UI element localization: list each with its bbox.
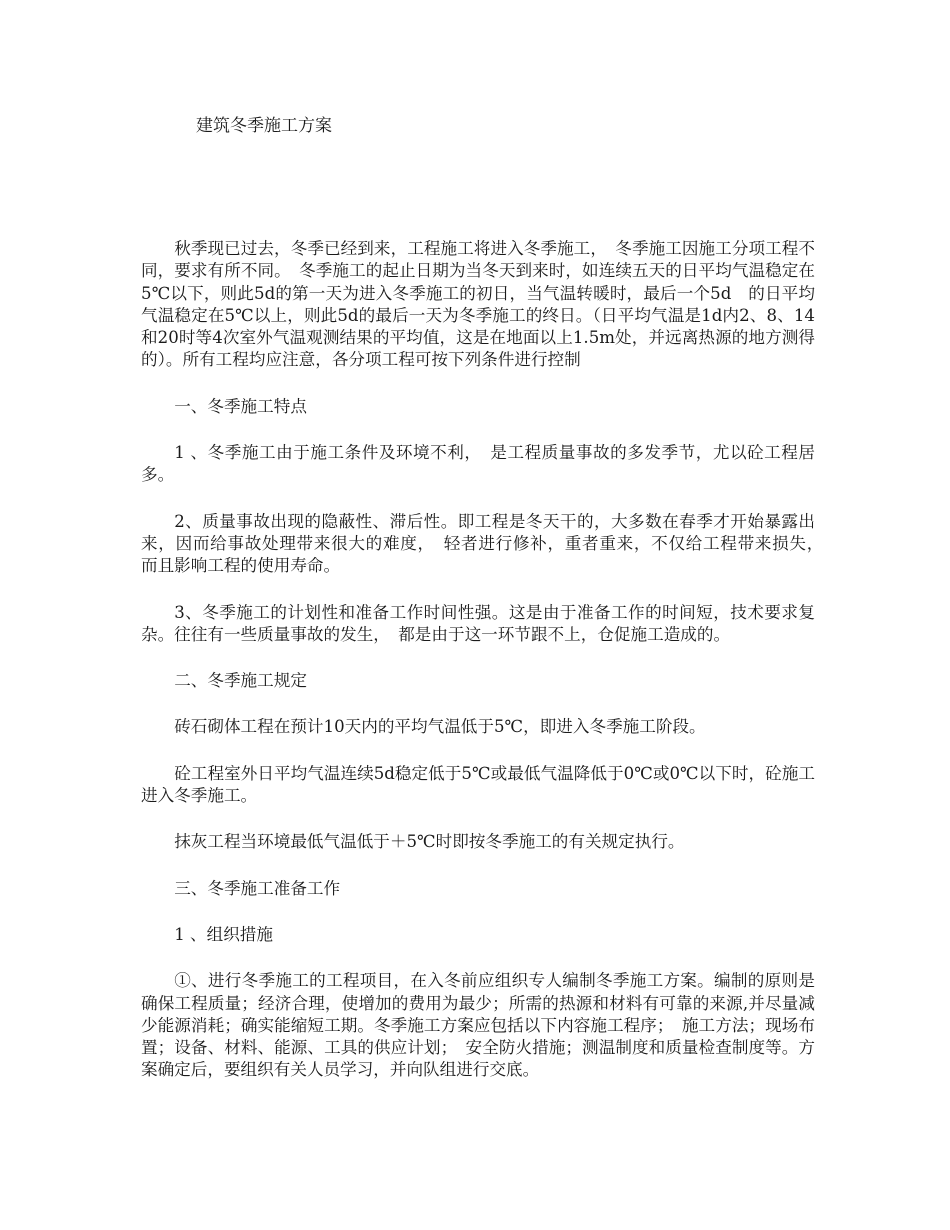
section-heading-preparation: 三、冬季施工准备工作 xyxy=(174,878,341,898)
characteristic-item-2: 2、质量事故出现的隐蔽性、滞后性。即工程是冬天干的，大多数在春季才开始暴露出来，因而给事故处理带来很大的难度， 轻者进行修补，重者重来，不仅给工程带来损失， 而且影响工程的使用寿命。 xyxy=(141,511,832,576)
organization-paragraph: ①、进行冬季施工的工程项目，在入冬前应组织专人编制冬季施工方案。编制的原则是确保工程质量；经济合理，使增加的费用为最少；所需的热源和材料有可靠的来源,并尽量减少能源消耗；确实能缩短工期。冬季施工方案应包括以下内容施工程序； 施工方法；现场布置；设备、材料、能源、工具的供应计划； 安全防火措施；测温制度和质量检查制度等。方案确定后，要组织有关人员学习，并向队组进行交底。 xyxy=(141,971,815,1080)
section-heading-regulations: 二、冬季施工规定 xyxy=(174,671,307,691)
intro-paragraph: 秋季现已过去，冬季已经到来，工程施工将进入冬季施工， 冬季施工因施工分项工程不同，要求有所不同。 冬季施工的起止日期为当冬天到来时，如连续五天的日平均气温稳定在5℃以下，则此5d的第一天为进入冬季施工的初日，当气温转暖时，最后一个5d 的日平均气温稳定在5℃以上，则此5d的最后一天为冬季施工的终日。（日平均气温是1d内2、8、14和20时等4次室外气温观测结果的平均值，这是在地面以上1.5m处，并远离热源的地方测得的）。所有工程均应注意，各分项工程可按下列条件进行控制 xyxy=(141,239,815,370)
document-title: 建筑冬季施工方案 xyxy=(196,116,332,136)
document-body xyxy=(141,238,832,1082)
subsection-heading-organization: 1 、组织措施 xyxy=(174,924,273,944)
regulation-concrete: 砼工程室外日平均气温连续5d稳定低于5℃或最低气温降低于0℃或0℃以下时，砼施工进入冬季施工。 xyxy=(141,763,815,806)
regulation-plastering: 抹灰工程当环境最低气温低于＋5℃时即按冬季施工的有关规定执行。 xyxy=(174,832,685,852)
section-heading-characteristics: 一、冬季施工特点 xyxy=(174,396,307,416)
regulation-masonry: 砖石砌体工程在预计10天内的平均气温低于5℃，即进入冬季施工阶段。 xyxy=(174,717,706,737)
characteristic-item-3: 3、冬季施工的计划性和准备工作时间性强。这是由于准备工作的时间短，技术要求复杂。往往有一些质量事故的发生， 都是由于这一环节跟不上，仓促施工造成的。 xyxy=(141,602,815,644)
characteristic-item-1: 1 、冬季施工由于施工条件及环境不利， 是工程质量事故的多发季节，尤以砼工程居多。 xyxy=(141,443,815,485)
